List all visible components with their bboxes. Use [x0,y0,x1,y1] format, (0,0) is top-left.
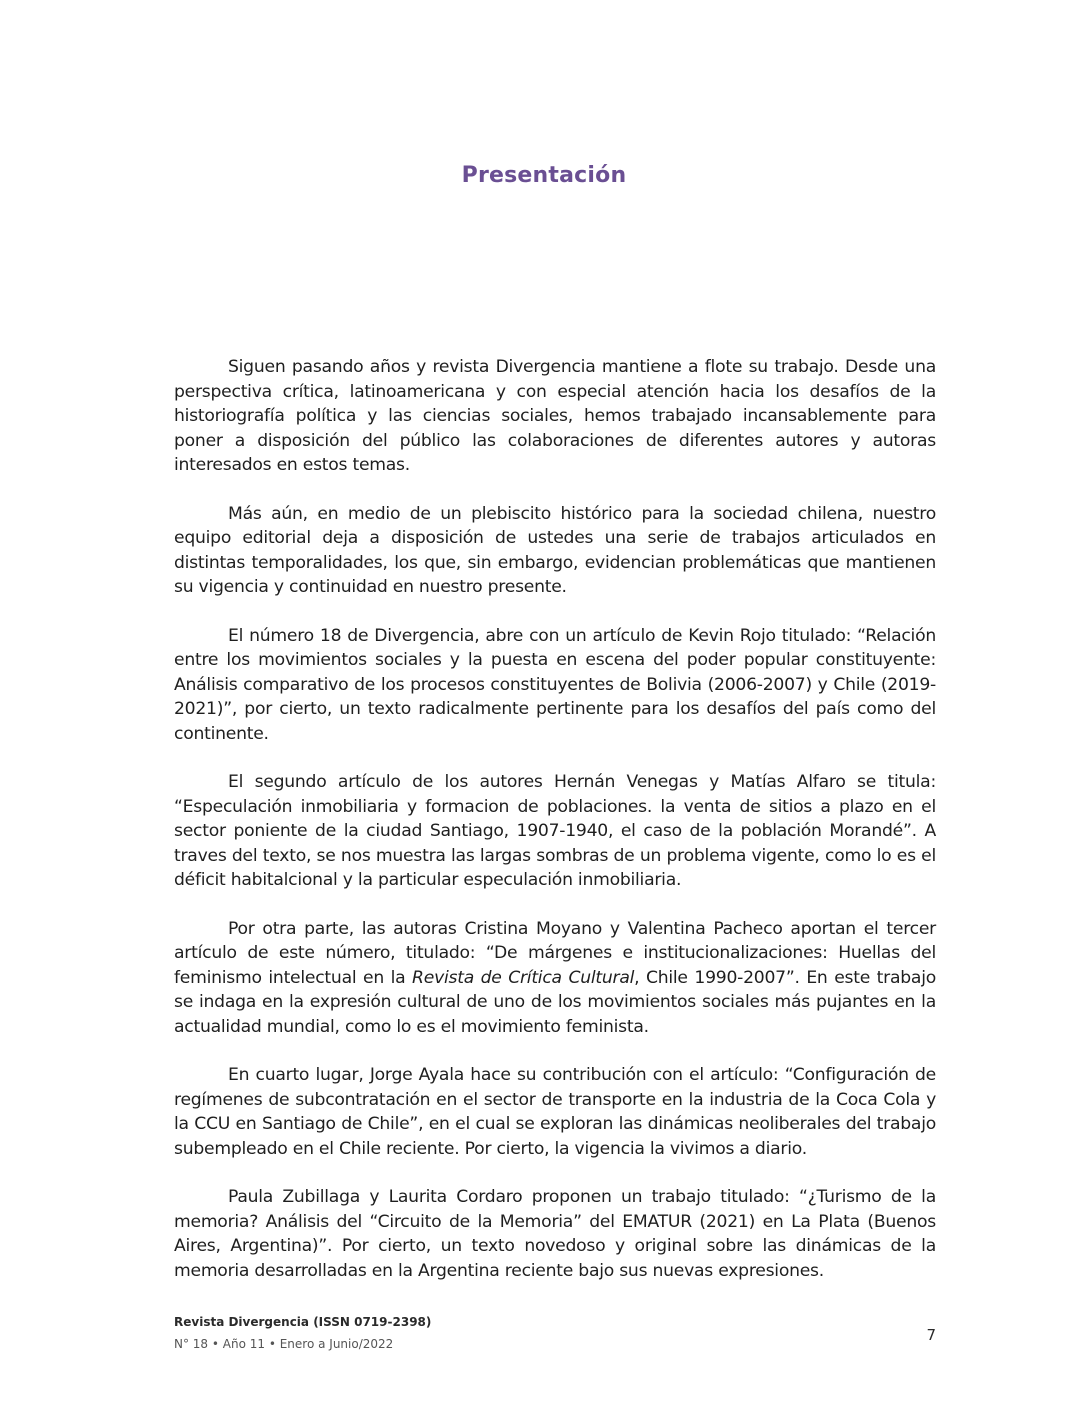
paragraph-text: El número 18 de Divergencia, abre con un artículo de Kevin Rojo titulado: “Relación entre los movimientos sociales y la puesta en escena del poder popular constituyente: Análisis comparativo de los procesos constituyentes de Bolivia (2006-2007) y Chile (2019-2021)”, por cierto, un texto radicalmente pertinente para los desafíos del país como del continente. [174,625,936,744]
paragraph-text: El segundo artículo de los autores Hernán Venegas y Matías Alfaro se titula: “Especulación inmobiliaria y formacion de poblaciones. la venta de sitios a plazo en el sector poniente de la ciudad Santiago, 1907-1940, el caso de la población Morandé”. A traves del texto, se nos muestra las largas sombras de un problema vigente, como lo es el déficit habitalcional y la particular especulación inmobiliaria. [174,772,936,890]
paragraph-fifth-article [174,1185,936,1283]
page-number: 7 [926,1326,936,1344]
paragraph-text: Por otra parte, las autoras Cristina Moyano y Valentina Pacheco aportan el tercer artículo de este número, titulado: “De márgenes e institucionalizaciones: Huellas del feminismo intelectual en la [174,918,936,988]
paragraph-intro [174,355,936,478]
paragraph-plebiscite [174,502,936,600]
paragraph-text: Más aún, en medio de un plebiscito histórico para la sociedad chilena, nuestro equipo editorial deja a disposición de ustedes una serie de trabajos articulados en distintas temporalidades, los que, sin embargo, evidencian problemáticas que mantienen su vigencia y continuidad en nuestro presente. [174,503,936,597]
paragraph-text: Siguen pasando años y revista Divergencia mantiene a flote su trabajo. Desde una perspectiva crítica, latinoamericana y con especial atención hacia los desafíos de la historiografía política y las ciencias sociales, hemos trabajado incansablemente para poner a disposición del público las colaboraciones de diferentes autores y autoras interesados en estos temas. [174,357,936,475]
paragraph-text: En cuarto lugar, Jorge Ayala hace su contribución con el artículo: “Configuración de regímenes de subcontratación en el sector de transporte en la industria de la Coca Cola y la CCU en Santiago de Chile”, en el cual se exploran las dinámicas neoliberales del trabajo subempleado en el Chile reciente. Por cierto, la vigencia la vivimos a diario. [174,1065,936,1159]
paragraph-text: Paula Zubillaga y Laurita Cordaro proponen un trabajo titulado: “¿Turismo de la memoria? Análisis del “Circuito de la Memoria” del EMATUR (2021) en La Plata (Buenos Aires, Argentina)”. Por cierto, un texto novedoso y original sobre las dinámicas de la memoria desarrolladas en la Argentina reciente bajo sus nuevas expresiones. [174,1187,936,1281]
paragraph-text: , Chile 1990-2007”. En este trabajo se indaga en la expresión cultural de uno de los movimientos sociales más pujantes en la actualidad mundial, como lo es el movimiento feminista. [174,967,936,1037]
paragraph-fourth-article [174,1063,936,1161]
body-text [174,355,936,1307]
footer-issue-info: N° 18 • Año 11 • Enero a Junio/2022 [174,1337,394,1351]
italic-journal-title: Revista de Crítica Cultural [412,967,635,988]
page-title: Presentación [461,162,627,188]
paragraph-first-article [174,624,936,747]
paragraph-third-article [174,917,936,1040]
paragraph-second-article [174,770,936,893]
footer-journal-name: Revista Divergencia (ISSN 0719-2398) [174,1315,432,1329]
